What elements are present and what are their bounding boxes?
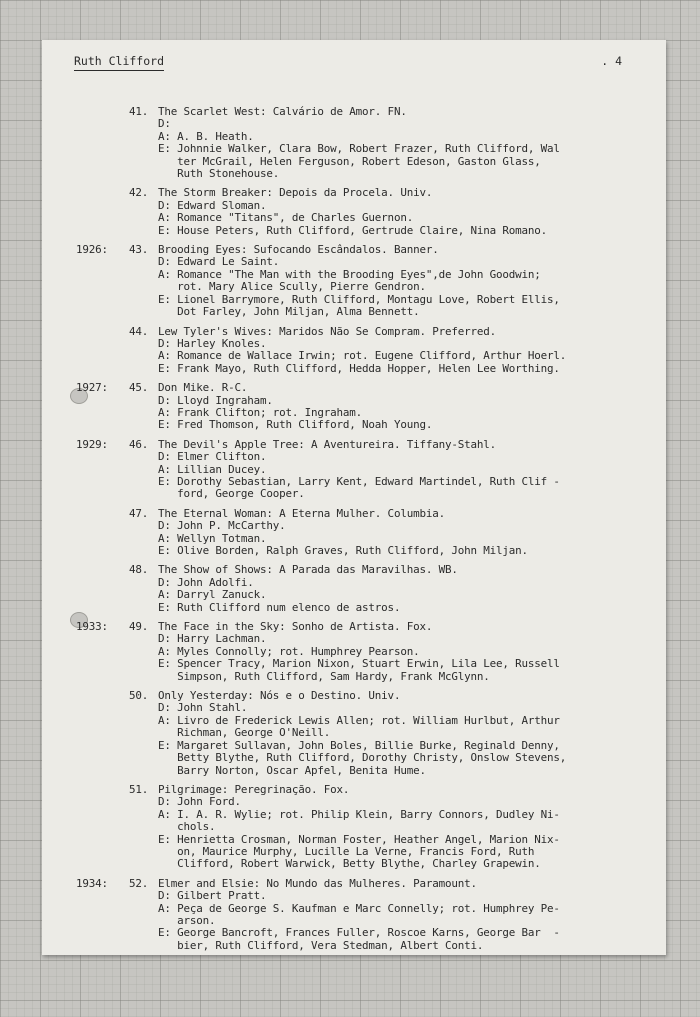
film-year: 1933: (76, 620, 108, 634)
director-line: D: Harry Lachman. (158, 632, 267, 646)
film-title: Lew Tyler's Wives: Maridos Não Se Compram. Preferred. (158, 324, 496, 338)
film-title: The Show of Shows: A Parada das Maravilhas. WB. (158, 563, 458, 577)
filmography-list (42, 106, 666, 955)
film-title-line (42, 382, 666, 394)
film-title-line (42, 187, 666, 199)
director-line: D: (158, 117, 171, 131)
author-line: A: Myles Connolly; rot. Humphrey Pearson. (158, 644, 420, 658)
cast-line: E: Johnnie Walker, Clara Bow, Robert Frazer, Ruth Clifford, Wal (158, 142, 560, 156)
cast-line: E: Lionel Barrymore, Ruth Clifford, Montagu Love, Robert Ellis, (158, 292, 560, 306)
film-entry (42, 244, 666, 318)
film-number: 51. (129, 782, 149, 796)
film-number: 41. (129, 105, 149, 118)
cast-line: E: Dorothy Sebastian, Larry Kent, Edward Martindel, Ruth Clif - (158, 474, 560, 488)
film-entry (42, 564, 666, 614)
director-line: D: Harley Knoles. (158, 336, 267, 350)
document-page (42, 40, 666, 955)
director-line: D: Edward Sloman. (158, 198, 267, 212)
cast-line: ford, George Cooper. (158, 487, 305, 501)
film-entry (42, 439, 666, 501)
author-line: A: Peça de George S. Kaufman e Marc Connelly; rot. Humphrey Pe- (158, 901, 560, 915)
film-title: The Face in the Sky: Sonho de Artista. Fox. (158, 620, 433, 634)
author-line: A: Darryl Zanuck. (158, 588, 267, 602)
cast-line: E: Olive Borden, Ralph Graves, Ruth Clifford, John Miljan. (158, 544, 528, 557)
author-line: A: Wellyn Totman. (158, 531, 267, 545)
film-entry (42, 784, 666, 871)
cast-line: Clifford, Robert Warwick, Betty Blythe, Charley Grapewin. (158, 857, 541, 871)
film-title: The Scarlet West: Calvário de Amor. FN. (158, 105, 407, 118)
film-number: 43. (129, 243, 149, 257)
cast-line: E: House Peters, Ruth Clifford, Gertrude Claire, Nina Romano. (158, 223, 547, 237)
cast-line: E: George Bancroft, Frances Fuller, Roscoe Karns, George Bar - (158, 926, 560, 940)
cast-line: Betty Blythe, Ruth Clifford, Dorothy Christy, Onslow Stevens, (158, 751, 567, 765)
film-title: The Storm Breaker: Depois da Procela. Univ. (158, 186, 433, 200)
director-line: D: Lloyd Ingraham. (158, 393, 273, 407)
film-title-line (42, 439, 666, 451)
film-number: 48. (129, 563, 149, 577)
author-line: A: I. A. R. Wylie; rot. Philip Klein, Barry Connors, Dudley Ni- (158, 807, 560, 821)
director-line: D: John Stahl. (158, 701, 248, 715)
cast-line: E: Frank Mayo, Ruth Clifford, Hedda Hopper, Helen Lee Worthing. (158, 361, 560, 375)
film-title-line (42, 784, 666, 796)
author-line: Richman, George O'Neill. (158, 726, 331, 740)
film-title-line (42, 621, 666, 633)
film-title-line (42, 564, 666, 576)
film-entry (42, 187, 666, 237)
film-number: 47. (129, 506, 149, 520)
director-line: D: John Adolfi. (158, 575, 254, 589)
film-title-line (42, 878, 666, 890)
film-year: 1927: (76, 381, 108, 395)
film-title-line (42, 690, 666, 702)
film-year: 1926: (76, 243, 108, 257)
film-title: Brooding Eyes: Sufocando Escândalos. Banner. (158, 243, 439, 257)
film-number: 49. (129, 620, 149, 634)
director-line: D: John P. McCarthy. (158, 519, 286, 533)
film-number: 42. (129, 186, 149, 200)
film-entry (42, 382, 666, 432)
film-title-line (42, 326, 666, 338)
cast-line: E: Spencer Tracy, Marion Nixon, Stuart Erwin, Lila Lee, Russell (158, 657, 560, 671)
film-title-line (42, 106, 666, 118)
page-number: . 4 (601, 54, 622, 68)
film-title: Don Mike. R-C. (158, 381, 248, 395)
cast-line: on, Maurice Murphy, Lucille La Verne, Francis Ford, Ruth (158, 844, 535, 858)
author-line: A: Romance "The Man with the Brooding Eyes",de John Goodwin; (158, 267, 541, 281)
author-line: A: Romance de Wallace Irwin; rot. Eugene Clifford, Arthur Hoerl. (158, 349, 567, 363)
cast-line: Barry Norton, Oscar Apfel, Benita Hume. (158, 763, 426, 777)
author-line: arson. (158, 913, 216, 927)
film-entry (42, 326, 666, 376)
film-number: 45. (129, 381, 149, 395)
cast-line: Simpson, Ruth Clifford, Sam Hardy, Frank McGlynn. (158, 669, 490, 683)
film-title: The Eternal Woman: A Eterna Mulher. Columbia. (158, 506, 445, 520)
cast-line: E: Ruth Clifford num elenco de astros. (158, 600, 401, 614)
film-year: 1934: (76, 876, 108, 890)
cast-line: E: Henrietta Crosman, Norman Foster, Heather Angel, Marion Nix- (158, 832, 560, 846)
author-line: A: Romance "Titans", de Charles Guernon. (158, 211, 414, 225)
cast-line: E: Margaret Sullavan, John Boles, Billie Burke, Reginald Denny, (158, 738, 560, 752)
author-line: A: Frank Clifton; rot. Ingraham. (158, 405, 363, 419)
film-entry (42, 878, 666, 952)
author-line: A: A. B. Heath. (158, 129, 254, 143)
cast-line: Ruth Stonehouse. (158, 167, 280, 181)
director-line: D: Gilbert Pratt. (158, 889, 267, 903)
film-title: Pilgrimage: Peregrinação. Fox. (158, 782, 350, 796)
cast-line: bier, Ruth Clifford, Vera Stedman, Albert Conti. (158, 938, 484, 952)
author-line: A: Livro de Frederick Lewis Allen; rot. William Hurlbut, Arthur (158, 713, 560, 727)
director-line: D: John Ford. (158, 795, 241, 809)
cast-line: E: Fred Thomson, Ruth Clifford, Noah Young. (158, 418, 433, 432)
film-entry (42, 508, 666, 558)
film-number: 46. (129, 437, 149, 451)
header-name: Ruth Clifford (74, 54, 164, 71)
director-line: D: Edward Le Saint. (158, 255, 280, 269)
film-number: 44. (129, 324, 149, 338)
film-number: 52. (129, 876, 149, 890)
film-year: 1929: (76, 437, 108, 451)
film-title: The Devil's Apple Tree: A Aventureira. Tiffany-Stahl. (158, 437, 496, 451)
cast-line: ter McGrail, Helen Ferguson, Robert Edeson, Gaston Glass, (158, 154, 541, 168)
film-entry (42, 690, 666, 777)
film-title: Elmer and Elsie: No Mundo das Mulheres. Paramount. (158, 876, 477, 890)
film-title-line (42, 508, 666, 520)
cast-line: Dot Farley, John Miljan, Alma Bennett. (158, 305, 420, 319)
film-number: 50. (129, 689, 149, 703)
author-line: chols. (158, 820, 216, 834)
film-entry (42, 621, 666, 683)
film-title: Only Yesterday: Nós e o Destino. Univ. (158, 689, 401, 703)
film-title-line (42, 244, 666, 256)
author-line: rot. Mary Alice Scully, Pierre Gendron. (158, 280, 426, 294)
director-line: D: Elmer Clifton. (158, 450, 267, 464)
author-line: A: Lillian Ducey. (158, 462, 267, 476)
film-entry (42, 106, 666, 180)
